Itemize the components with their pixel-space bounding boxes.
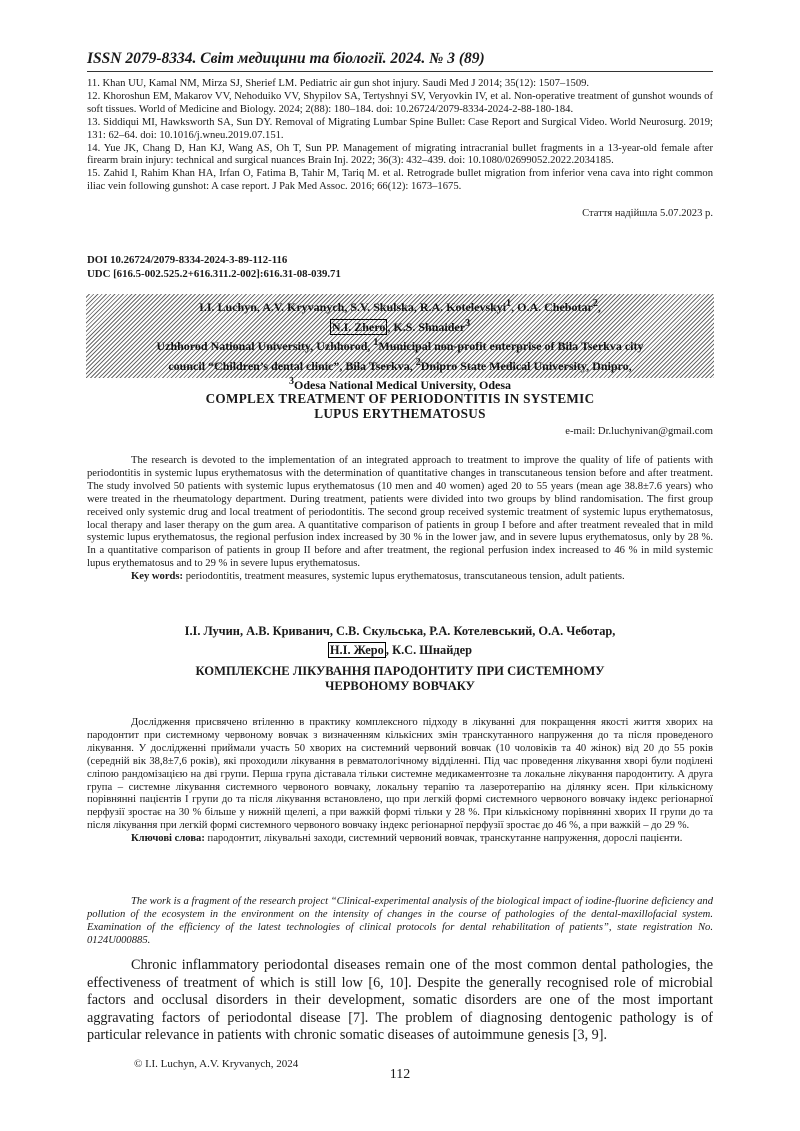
- reference-list: [87, 78, 713, 194]
- boxed-author: N.I. Zhero: [331, 319, 386, 334]
- article-title-ua: КОМПЛЕКСНЕ ЛІКУВАННЯ ПАРОДОНТИТУ ПРИ СИСТЕМНОМУ ЧЕРВОНОМУ ВОВЧАКУ: [195, 664, 605, 693]
- reference-item: 11. Khan UU, Kamal NM, Mirza SJ, Sherief LM. Pediatric air gun shot injury. Saudi Med J 2014; 35(12): 1507–1509.: [87, 78, 590, 89]
- received-date: Стаття надійшла 5.07.2023 р.: [582, 208, 713, 219]
- abstract-en: [87, 455, 713, 584]
- keywords-ua: Ключові слова: пародонтит, лікувальні заходи, системний червоний вовчак, транскутанне напруження, дорослі пацієнти.: [131, 833, 683, 845]
- authors-en-line1: I.I. Luchyn, A.V. Kryvanych, S.V. Skulska, R.A. Kotelevskyi$^1$, O.A. Chebotar$^2$,: [199, 298, 601, 314]
- keywords-en: Key words: periodontitis, treatment measures, systemic lupus erythematosus, transcutaneous tension, adult patients.: [131, 571, 625, 583]
- introduction: Chronic inflammatory periodontal diseases remain one of the most common dental pathologies, the effectiveness of treatment of which is still low [6, 10]. Despite the generally recognised role of microbial factors and occlusal disorders in their development, somatic disorders are one of the most important aggravating factors of periodontal disease [7]. The problem of diagnosing dentogenic pathology is of particular relevance in patients with chronic somatic diseases of autoimmune genesis [3, 9].: [87, 957, 713, 1043]
- abstract-ua-text: Дослідження присвячено втіленню в практику комплексного підходу в лікуванні для покращення якості життя хворих на пародонтит при системному червоному вовчак з визначенням кількісних змін транскутанного напруження до та після проведеного лікування. У дослідженні приймали участь 50 хворих на системний червоний вовчак (10 чоловіків та 40 жінок) від 20 до 55 років (середній вік 38,8±7,6 років), які проходили лікування в ревматологічному відділенні. Під час проведення лікування хворі були поділені сліпою рандомізацією на дві групи. Перша група діставала тільки системне медикаментозне та локальне лікування пародонтиту. А друга група – системне лікування системного червоного вовчаку, локальну терапію та лазеротерапію на ділянку ясен. При кількісному порівнянні пацієнтів I групи до та після лікування встановлено, що при легкій формі системного червоного вовчаку індекс регіонарної перфузії зростає на 30 % більше у нижній щелепі, а при важкій формі тільки у 28 %. При кількісному порівнянні хворих II групи до та після лікування при легкій формі системного червоного вовчаку індекс регіонарної перфузії зростає до 46 %, а при важкій – до 29 %.: [87, 717, 713, 832]
- doi: DOI 10.26724/2079-8334-2024-3-89-112-116: [87, 254, 288, 266]
- abstract-en-text: The research is devoted to the implementation of an integrated approach to treatment to improve the quality of life of patients with periodontitis in systemic lupus erythematosus with the determination of quantitative changes in transcutaneous tension before and after treatment. The study involved 50 patients with systemic lupus erythematosus (10 men and 40 women) aged 20 to 55 years (mean age 38.8±7.6 years) who were treated in the rheumatology department. During treatment, patients were divided into two groups by blind randomisation. The first group received only systemic drug and local treatment of periodontitis. The second group received systemic treatment of systemic lupus erythematosus, local therapy and laser therapy on the gum area. A quantitative comparison of patients in group I before and after treatment revealed that in mild systemic lupus erythematosus, the regional perfusion index increased by 30 % in the lower jaw, and in severe lupus erythematosus, only by 28 %. In a quantitative comparison of patients in group II before and after treatment, the regional perfusion index increased to 46 % in mild systemic lupus erythematosus and to 29 % in severe lupus erythematosus.: [87, 455, 713, 570]
- reference-item: 13. Siddiqui MI, Hawksworth SA, Sun DY. Removal of Migrating Lumbar Spine Bullet: Case Report and Surgical Video. World Neurosurg. 2019; 131: 62–64. doi: 10.1016/j.wneu.2019.07.151.: [87, 116, 713, 141]
- header-rule: [87, 71, 713, 72]
- reference-item: 15. Zahid I, Rahim Khan HA, Irfan O, Fatima B, Tahir M, Tariq M. et al. Retrograde bullet migration from inferior vena cava into right common iliac vein following gunshot: A case report. J Pak Med Assoc. 2016; 66(12): 1673–1675.: [87, 168, 713, 193]
- reference-item: 14. Yue JK, Chang D, Han KJ, Wang AS, Oh T, Sun PP. Management of migrating intracranial bullet fragments in a 13-year-old female after firearm brain injury: technical and surgical nuances Brain Inj. 2022; 36(3): 432–439. doi: 10.1080/02699052.2022.2034185.: [87, 142, 713, 167]
- project-note: The work is a fragment of the research project “Clinical-experimental analysis of the biological impact of iodine-fluorine deficiency and pollution of the ecosystem in the environment on the intensity of changes in the course of pathologies of the dental-maxillofacial system. Examination of the efficiency of the latest technologies of clinical protocols for dental rehabilitation of patients”, state registration No. 0124U000885.: [87, 896, 713, 946]
- abstract-ua: [87, 717, 713, 846]
- affiliation-line3: $^3$Odesa National Medical University, Odesa: [289, 376, 511, 393]
- affiliation-line1: Uzhhorod National University, Uzhhorod, $^1$Municipal non-profit enterprise of Bila Tserkva city: [156, 337, 644, 354]
- journal-header: ISSN 2079-8334. Світ медицини та біології. 2024. № 3 (89): [87, 50, 485, 67]
- page-number: 112: [389, 1067, 411, 1082]
- udc: UDC [616.5-002.525.2+616.311.2-002]:616.31-08-039.71: [87, 268, 341, 280]
- affiliation-line2: council “Children’s dental clinic”, Bila Tserkva, $^2$Dnipro State Medical University, Dnipro,: [168, 356, 632, 373]
- contact-email: e-mail: Dr.luchynivan@gmail.com: [565, 426, 713, 437]
- authors-ua: І.І. Лучин, А.В. Криванич, С.В. Скульська, Р.А. Котелевський, О.А. Чеботар, Н.І. Жеро , К.С. Шнайдер: [184, 624, 616, 657]
- copyright-footnote: © I.I. Luchyn, A.V. Kryvanych, 2024: [134, 1058, 299, 1070]
- authors-en-line2: N.I. Zhero , K.S. Shnaider$^3$: [331, 317, 471, 334]
- identifiers: [87, 253, 713, 281]
- authors-affiliations-en: [86, 296, 714, 394]
- boxed-author-ua: Н.І. Жеро: [329, 643, 384, 657]
- reference-item: 12. Khoroshun EM, Makarov VV, Nehoduiko VV, Shypilov SA, Tertyshnyi SV, Veryovkin IV, et al. Non-operative treatment of gunshot wounds of soft tissues. World of Medicine and Biology. 2024; 2(88): 180–184. doi: 10.26724/2079-8334-2024-2-88-180-184.: [87, 90, 713, 115]
- article-title-en: COMPLEX TREATMENT OF PERIODONTITIS IN SYSTEMIC LUPUS ERYTHEMATOSUS: [205, 391, 595, 421]
